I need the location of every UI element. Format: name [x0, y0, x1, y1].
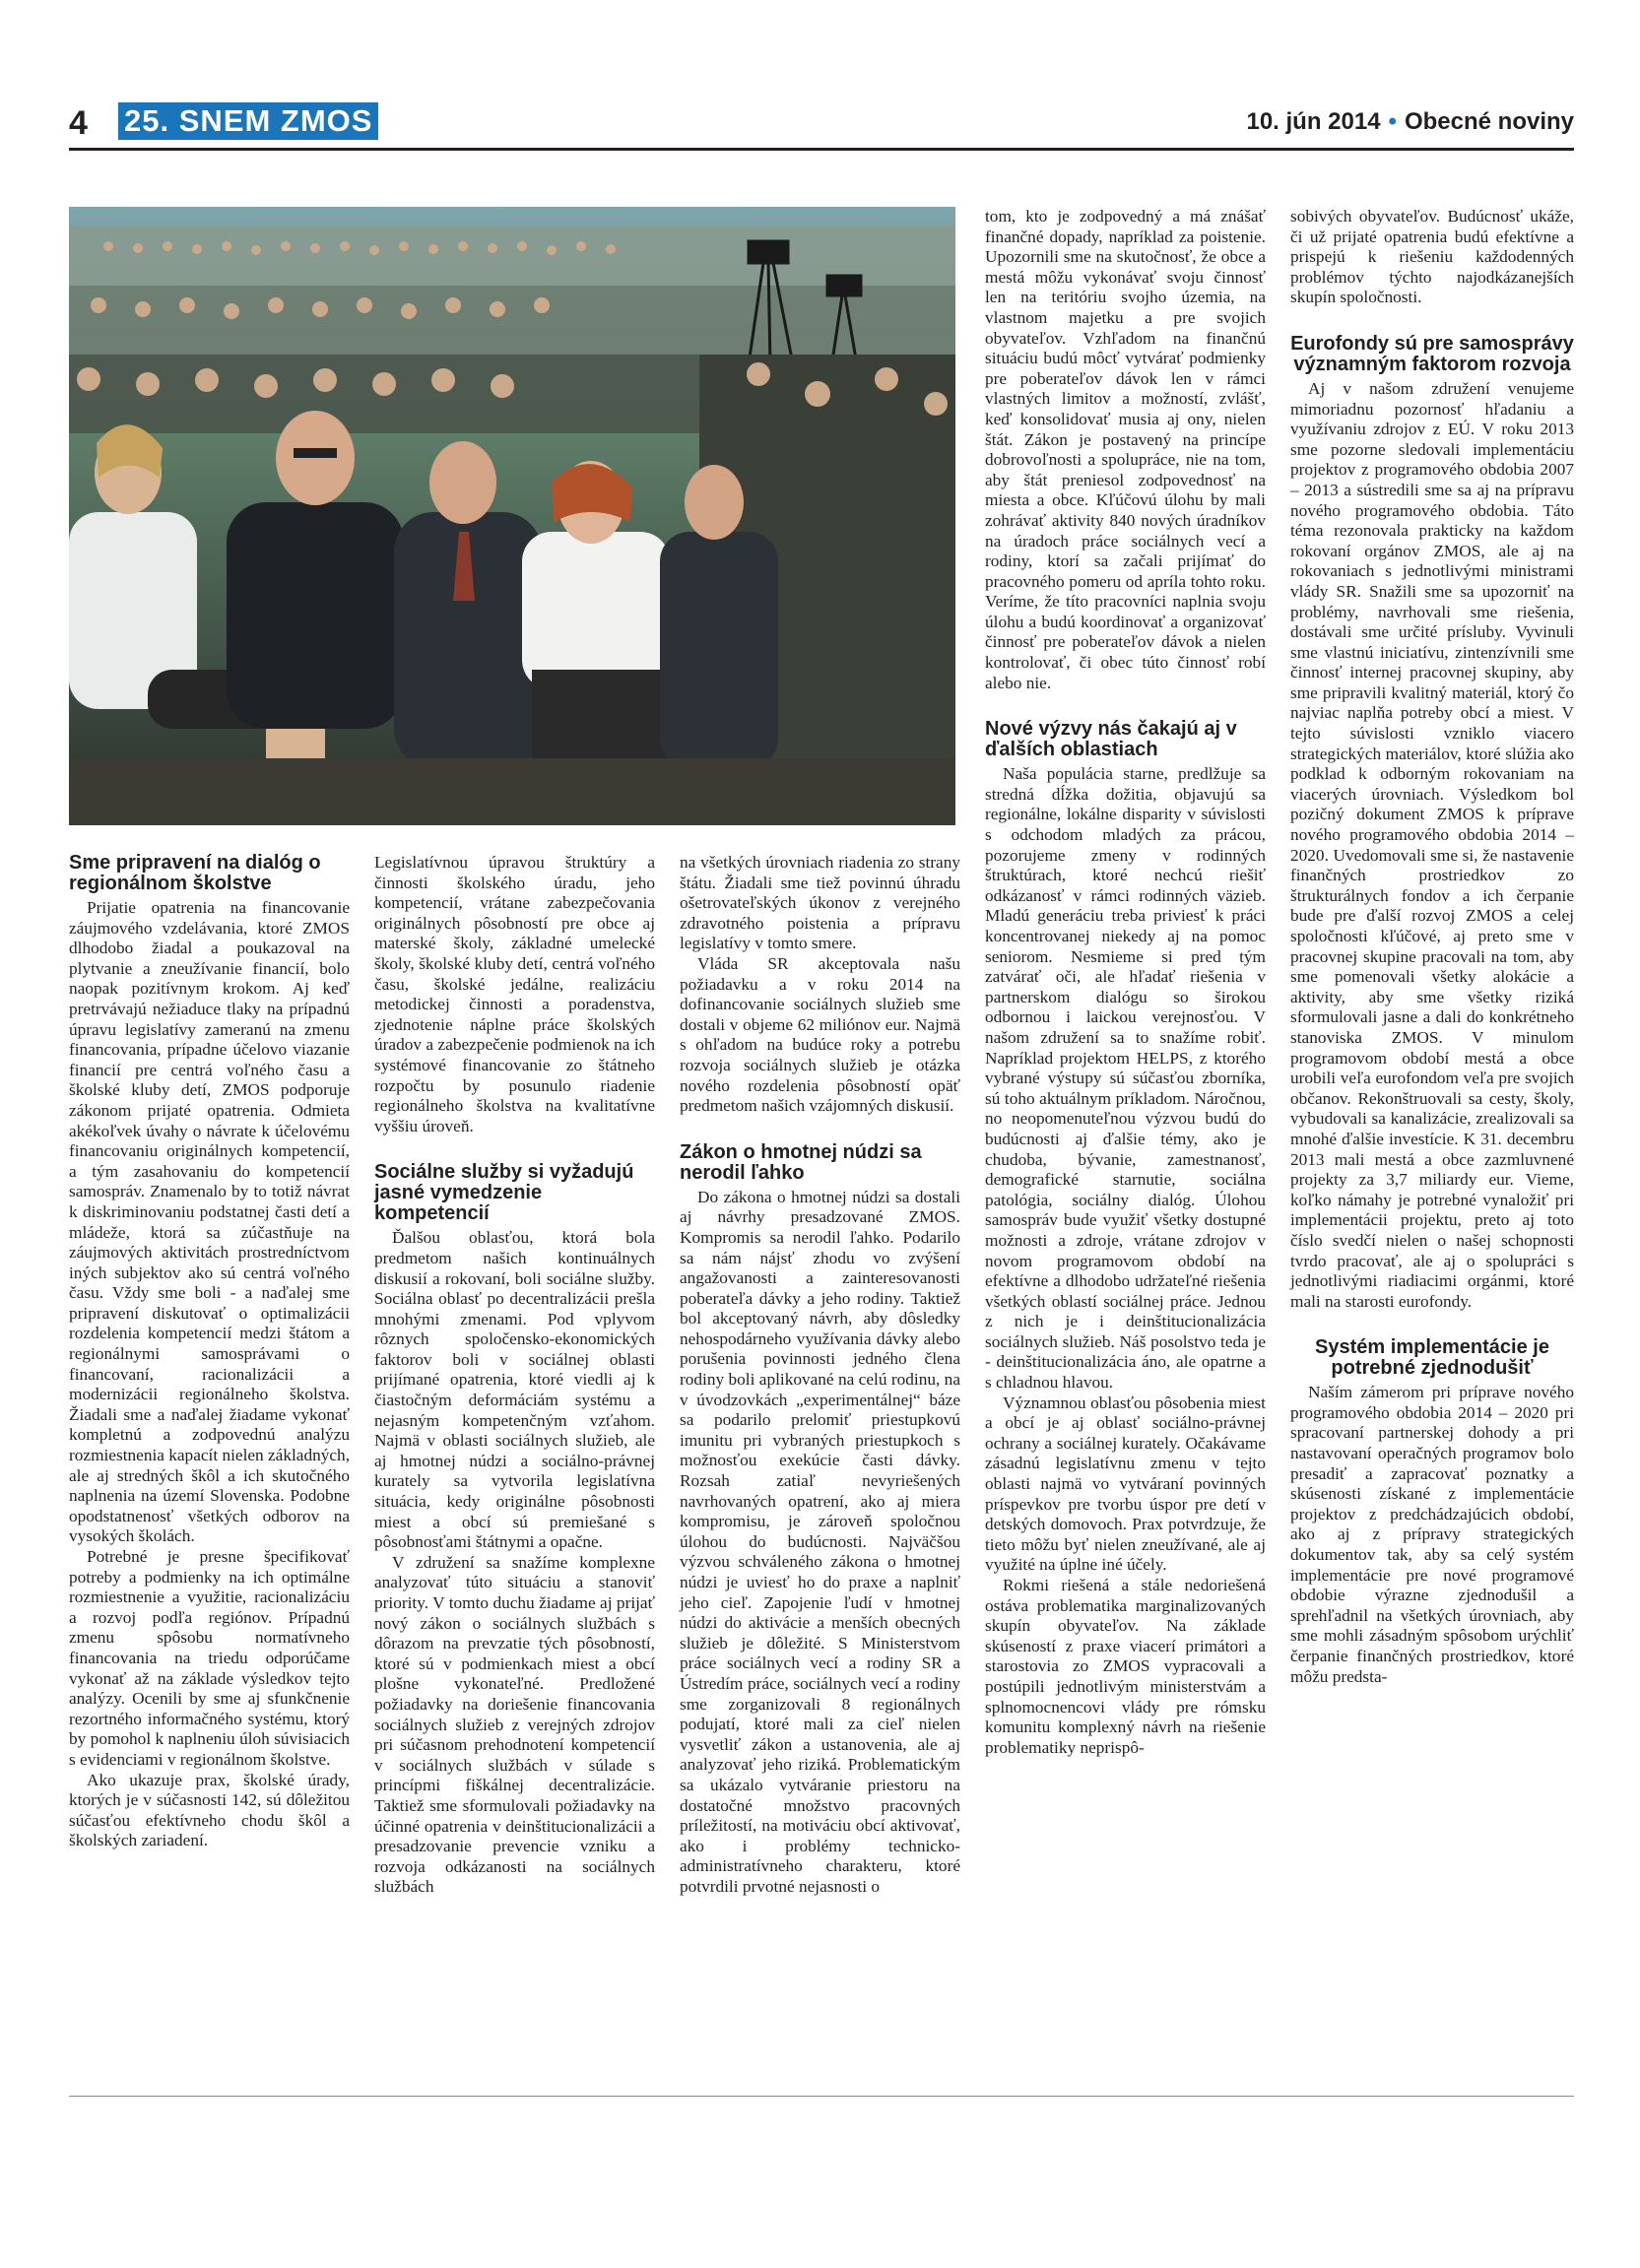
paragraph: sobivých obyvateľov. Budúcnosť ukáže, či už prijaté opatrenia budú efektívne a prispejú k riešeniu každodenných problémov týchto najodkázanejších skupín spoločnosti. — [1290, 207, 1574, 307]
page-number: 4 — [69, 104, 88, 142]
paragraph: Potrebné je presne špecifikovať potreby a podmienky na ich optimálne rozmiestnenie a využitie, racionalizáciu a rozvoj podľa regiónov. Prípadnú zmenu spôsobu normatívneho financovania na triedu odporúčame vykonať až na základe výsledkov tejto analýzy. Ocenili by sme aj sfunkčnenie rezortného informačného systému, ktorý by pomohol k naplneniu úloh súvisiacich s evidenciami v regionálnom školstve. — [69, 1547, 350, 1769]
paragraph: Do zákona o hmotnej núdzi sa dostali aj návrhy presadzované ZMOS. Kompromis sa nerodil ľahko. Podarilo sa nám nájsť zhodu vo zvýšení angažovanosti a zainteresovanosti poberateľa dávky a jeho rodiny. Taktiež bol akceptovaný návrh, aby dôsledky nehospodárneho využívania dávky alebo porušenia povinnosti jedného člena rodiny boli aplikované na celú rodinu, na v úvodzovkách „experimentálnej“ báze sa podarilo prelomiť priestupkovú imunitu pri vybraných priestupkoch s možnosťou exekúcie časti dávky. Rozsah zatiaľ nevyriešených navrhovaných opatrení, ako aj miera kompromisu, je zároveň spoločnou úlohou do budúcnosti. Najväčšou výzvou schváleného zákona o hmotnej núdzi je uviesť ho do praxe a naplniť jeho cieľ. Zapojenie ľudí v hmotnej núdzi do aktivácie a menších obecných služieb je dôležité. S Ministerstvom práce sociálnych vecí a rodiny SR a Ústredím práce, sociálnych vecí a rodiny sme zorganizovali 8 regionálnych podujatí, ktoré mali za cieľ nielen vysvetliť zákon a ustanovenia, ale aj analyzovať jeho riziká. Problematickým sa ukázalo vytváranie priestoru na dostatočné množstvo pracovných príležitostí, na motiváciu obcí aktivovať, ako i problémy technicko-administratívneho charakteru, ktoré potvrdili prvotné nejasnosti o — [680, 1187, 960, 1896]
page-header — [69, 98, 1574, 146]
paragraph: Naším zámerom pri príprave nového programového obdobia 2014 – 2020 pri spracovaní partnerskej dohody a pri nastavovaní operačných programov bolo presadiť a zapracovať poznatky a skúsenosti získané z implementácie projektov z predchádzajúcich období, ako aj z prípravy strategických dokumentov tak, aby sa celý systém implementácie pre nové programové obdobie výrazne zjednodušil a sprehľadnil na všetkých úrovniach, aby sme mohli zásadným spôsobom urýchliť čerpanie finančných prostriedkov, ktoré môžu predsta- — [1290, 1383, 1574, 1686]
footer-rule — [69, 2096, 1574, 2097]
publication-name: Obecné noviny — [1404, 108, 1574, 135]
paragraph: Prijatie opatrenia na financovanie záujmového vzdelávania, ktoré ZMOS dlhodobo žiadal a poukazoval na plytvanie a zneužívanie financií, bolo naopak pozitívnym krokom. Aj keď pretrvávajú nežiaduce tlaky na prípadnú úpravu legislatívy zameranú na zmenu financovania, prípadne účelovo viazanie financií pre centrá voľného času a školské kluby detí, ZMOS podporuje zákonom prijaté opatrenia. Odmieta akékoľvek úvahy o návrate k účelovému financovaniu originálnych kompetencií, a tým zasahovaniu do kompetencií samospráv. Znamenalo by to totiž návrat k diskriminovaniu podstatnej časti detí a mládeže, ktorá sa zúčastňuje na záujmových aktivitách prostredníctvom iných subjektov ako sú centrá voľného času. Vždy sme boli - a naďalej sme pripravení diskutovať o optimalizácii rozdelenia kompetencií medzi štátom a regionálnymi samosprávami o financovaní, racionalizácii a modernizácii regionálneho školstva. Žiadali sme a naďalej žiadame vykonať kompletnú a zodpovednú analýzu rozmiestnenia kapacít nielen základných, ale aj stredných škôl a ich skutočného naplnenia na území Slovenska. Podobne opodstatnenosť všetkých odborov na vysokých školách. — [69, 898, 351, 1546]
paragraph: na všetkých úrovniach riadenia zo strany štátu. Žiadali sme tiež povinnú úhradu ošetrovateľských úkonov z verejného zdravotného poistenia a prípravu legislatívy v tomto smere. — [680, 853, 960, 953]
paragraph: Aj v našom združení venujeme mimoriadnu pozornosť hľadaniu a využívaniu zdrojov z EÚ. V roku 2013 sme pozorne sledovali implementáciu projektov z programového obdobia 2007 – 2013 a sústredili sme sa aj na prípravu nového programového obdobia. Táto téma rezonovala prakticky na každom rokovaní orgánov ZMOS, ale aj na rokovaniach s jednotlivými ministrami vlády SR. Snažili sme sa upozorniť na problémy, navrhovali sme riešenia, dostávali sme určité prísluby. Vyvinuli sme vlastnú iniciatívu, zintenzívnili sme činnosť internej pracovnej skupiny, aby sme pripravili kvalitný materiál, ktorý čo najviac naplňa potreby obcí a miest. V tejto súvislosti vzniklo viacero strategických materiálov, ktoré slúžia ako podklad k odborným rokovaniam na viacerých úrovniach. Výsledkom bol pozičný dokument ZMOS k príprave nového programového obdobia 2014 – 2020. Uvedomovali sme si, že nastavenie finančných prostriedkov zo štrukturálnych fondov a ich čerpanie bude pre ďalší rozvoj ZMOS a celej spoločnosti kľúčové, aj preto sme v pracovnej skupine pracovali na tom, aby sme pomenovali všetky alokácie a aktivity, aby sme všetky riziká sformulovali jasne a dali do konkrétneho stanoviska ZMOS. V minulom programovom období mestá a obce urobili veľa eurofondom veľa pre svojich občanov. Rekonštruovali sa cesty, školy, vybudovali sa kanalizácie, zrealizovali sa mnohé ďalšie investície. K 31. decembru 2013 mali mestá a obce zazmluvnené projekty za 3,7 miliardy eur. Vieme, koľko námahy je potrebné vynaložiť pri implementácii projektu, preto aj toto číslo svedčí nielen o našej schopnosti tvrdo pracovať, ale aj o spolupráci s jednotlivými riadiacimi orgánmi, ktoré mali na starosti eurofondy. — [1290, 378, 1574, 1311]
paragraph: Naša populácia starne, predlžuje sa stredná dĺžka dožitia, objavujú sa regionálne, lokálne disparity v súvislosti s odchodom mladých za prácou, pozorujeme zmeny v rodinných štruktúrach, ktoré nechcú riešiť odkázanosť v rámci rodinných väzieb. Mladú generáciu treba priviesť k práci koncentrovanej niekedy aj na pomoc seniorom. Nesmieme si pred tým zatvárať oči, ale hľadať riešenia v partnerskom dialógu so širokou odbornou i laickou verejnosťou. V našom združení sa to snažíme robiť. Napríklad projektom HELPS, z ktorého vybrané výstupy sú súčasťou zborníka, sú toho aktuálnym príkladom. Náročnou, no neopomenuteľnou výzvou budú do budúcnosti aj ďalšie témy, ako je chudoba, bývanie, zamestnanosť, demografické starnutie, sociálna patológia, sociálny dialóg. Úlohou samospráv bude využiť všetky dostupné možnosti a zdroje, vrátane zdrojov v novom programovom období na efektívne a dlhodobo udržateľné riešenia všetkých oblastí sociálnej práce. Jednou z nich je i deinštitucionalizácia sociálnych služieb. Náš posolstvo teda je - deinštitucionalizácia áno, ale opatrne a s chladnou hlavou. — [985, 764, 1266, 1393]
article-heading: Zákon o hmotnej núdzi sa nerodil ľahko — [680, 1140, 922, 1184]
paragraph: Legislatívnou úpravou štruktúry a činnosti školského úradu, jeho kompetencií, vrátane zabezpečovania originálnych pôsobností pre obce aj materské školy, základné umelecké školy, školské kluby detí, centrá voľného času, školské jedálne, realizáciu metodickej činnosti a poradenstva, zjednotenie náplne práce školských úradov a zabezpečenie podmienok na ich systémové financovanie zo štátneho rozpočtu by posunulo riadenie regionálneho školstva na kvalitatívne vyššiu úroveň. — [374, 853, 655, 1135]
section-tag: 25. SNEM ZMOS — [118, 102, 378, 140]
article-heading: Nové výzvy nás čakajú aj v ďalších oblastiach — [985, 718, 1237, 761]
issue-date: 10. jún 2014 — [1246, 108, 1381, 135]
header-rule — [69, 148, 1574, 151]
paragraph: Vláda SR akceptovala našu požiadavku a v roku 2014 na dofinancovanie sociálnych služieb sme dostali v objeme 62 miliónov eur. Najmä s ohľadom na budúce roky a potrebu rozvoja sociálnych služieb je otázka nového rozdelenia pôsobností opäť predmetom našich vzájomných diskusií. — [680, 953, 960, 1116]
separator-dot: • — [1388, 108, 1397, 135]
paragraph: V združení sa snažíme komplexne analyzovať túto situáciu a stanoviť priority. V tomto duchu žiadame aj prijať nový zákon o sociálnych službách s dôrazom na prevzatie tých pôsobností, ktoré sú v podmienkach miest a obcí plošne vykonateľné. Predložené požiadavky na doriešenie financovania sociálnych služieb z verejných zdrojov pri súčasnom prehodnotení kompetencií v sociálnych službách v súlade s princípmi fiškálnej decentralizácie. Taktiež sme sformulovali požiadavky na účinné opatrenia v deinštitucionalizácii a presadzovanie prevencie vzniku a rozvoja odkázanosti na sociálnych službách — [374, 1552, 655, 1897]
column-3 — [680, 853, 960, 1898]
column-5 — [1290, 207, 1574, 1687]
article-heading: Systém implementácie je potrebné zjednodušiť — [1315, 1336, 1549, 1380]
article-heading: Eurofondy sú pre samosprávy významným faktorom rozvoja — [1290, 332, 1574, 375]
article-heading: Sociálne služby si vyžadujú jasné vymedzenie kompetencií — [374, 1161, 634, 1225]
paragraph: tom, kto je zodpovedný a má znášať finančné dopady, napríklad za poistenie. Upozornili sme na skutočnosť, že obce a mestá môžu vykonávať svoju činnosť len na teritóriu svojho územia, na vlastnom majetku a pre svojich obyvateľov. Vzhľadom na finančnú situáciu budú môcť vytvárať podmienky pre poberateľov dávok len v rámci vlastných limitov a možností, zvlášť, keď konsolidovať musia aj ony, nielen štát. Zákon je postavený na princípe dobrovoľnosti a spolupráce, nie na tom, aby štát preniesol zodpovednosť na miesta a obce. Kľúčovú úlohu by mali zohrávať aktivity 840 nových úradníkov na úradoch práce sociálnych vecí a rodiny, ktorí sa začali prijímať do pracovného pomeru od apríla tohto roku. Veríme, že títo pracovníci naplnia svoju úlohu a budú koordinovať a organizovať činnosť pre poberateľov dávok a nielen kontrolovať, či obec túto činnosť robí alebo nie. — [985, 207, 1266, 692]
paragraph: Významnou oblasťou pôsobenia miest a obcí je aj oblasť sociálno-právnej ochrany a sociálnej kurately. Očakávame zásadnú legislatívnu zmenu v tejto oblasti najmä vo vytváraní povinných príspevkov pre tvorbu úspor pre detí v detských domovoch. Prax potvrdzuje, že tieto môžu byť nielen zneužívané, ale aj využité na úplne iné účely. — [985, 1393, 1266, 1575]
paragraph: Ako ukazuje prax, školské úrady, ktorých je v súčasnosti 142, sú dôležitou súčasťou efektívneho chodu škôl a školských zariadení. — [69, 1770, 350, 1850]
audience-photo — [69, 207, 955, 825]
column-1 — [69, 853, 350, 1851]
article-heading: Sme pripravení na dialóg o regionálnom školstve — [69, 852, 321, 894]
column-2 — [374, 853, 655, 1898]
paragraph: Ďalšou oblasťou, ktorá bola predmetom našich kontinuálnych diskusií a rokovaní, boli sociálne služby. Sociálna oblasť po decentralizácii prešla mnohými zmenami. Pod vplyvom rôznych spoločensko-ekonomických faktorov boli v sociálnej oblasti prijímané opatrenia, ktoré viedli aj k čiastočným deformáciám systému a nejasným kompetenčným vzťahom. Najmä v oblasti sociálnych služieb, ale aj hmotnej núdzi a sociálno-právnej kurately sa vytvorila legislatívna situácia, kedy originálne pôsobnosti miest a obcí sú premiešané s pôsobnosťami štátnymi a opačne. — [374, 1228, 655, 1552]
date-publication — [1246, 108, 1574, 136]
paragraph: Rokmi riešená a stále nedoriešená ostáva problematika marginalizovaných skupín obyvateľov. Na základe skúseností z praxe viacerí primátori a starostovia zo ZMOS vypracovali a postúpili jednotlivým ministerstvám a splnomocnencovi vlády pre rómsku komunitu komplexný návrh na riešenie problematiky neprispô- — [985, 1576, 1266, 1757]
column-4 — [985, 207, 1266, 1758]
